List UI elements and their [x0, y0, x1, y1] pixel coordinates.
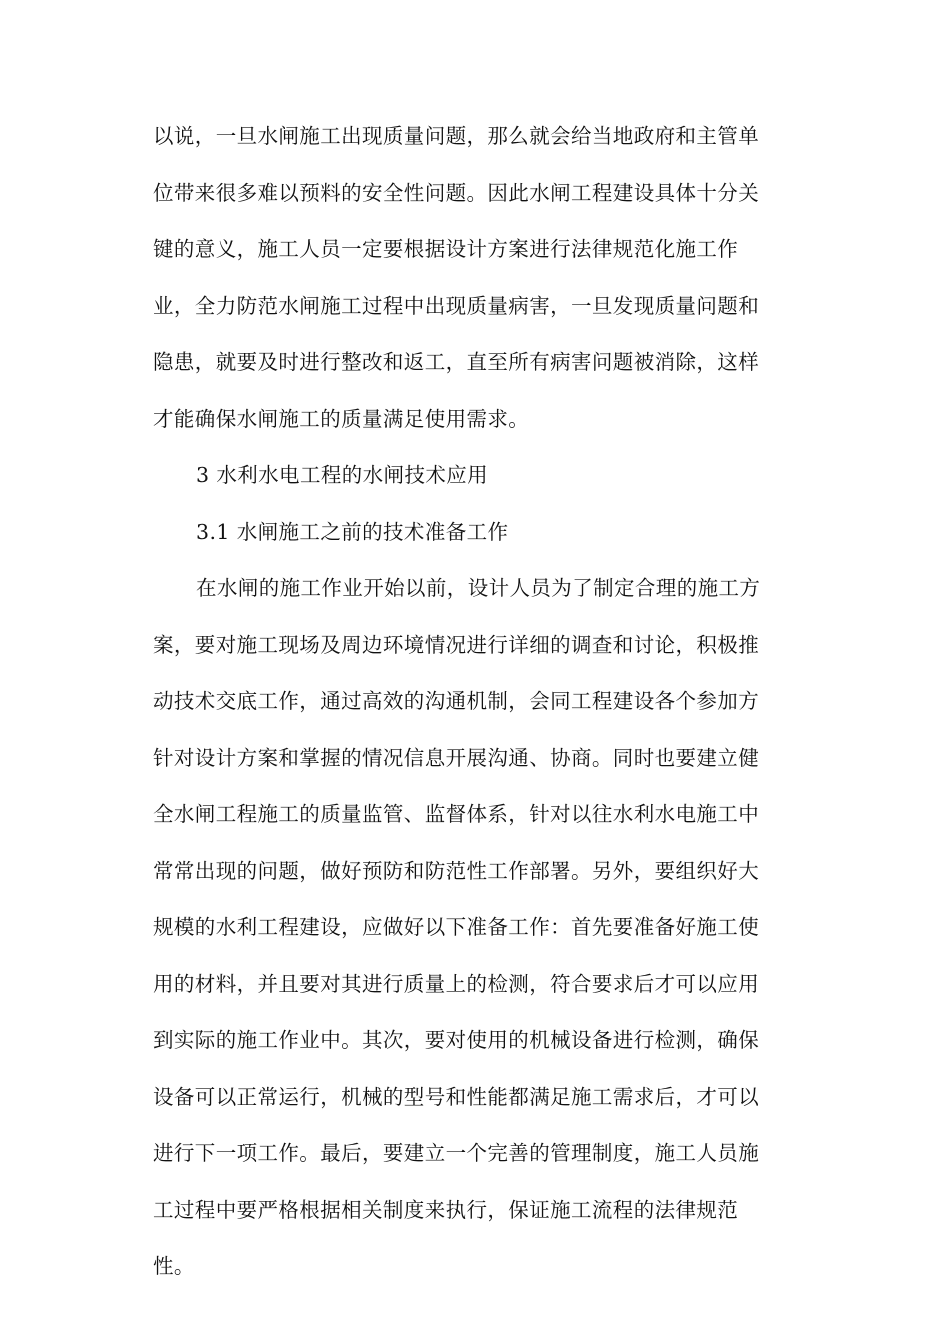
paragraph-body — [153, 560, 803, 1295]
text-line: 常常出现的问题，做好预防和防范性工作部署。另外，要组织好大 — [153, 858, 760, 883]
text-line: 业，全力防范水闸施工过程中出现质量病害，一旦发现质量问题和 — [153, 293, 760, 318]
text-line: 动技术交底工作，通过高效的沟通机制，会同工程建设各个参加方 — [153, 689, 760, 713]
paragraph-continued — [153, 108, 803, 447]
text-line: 隐患，就要及时进行整改和返工，直至所有病害问题被消除，这样 — [153, 350, 760, 374]
text-line: 设备可以正常运行，机械的型号和性能都满足施工需求后，才可以 — [153, 1084, 760, 1109]
text-line: 工过程中要严格根据相关制度来执行，保证施工流程的法律规范 — [153, 1197, 739, 1222]
text-line: 进行下一项工作。最后，要建立一个完善的管理制度，施工人员施 — [153, 1141, 760, 1165]
text-line: 案，要对施工现场及周边环境情况进行详细的调查和讨论，积极推 — [153, 632, 760, 657]
text-line: 针对设计方案和掌握的情况信息开展沟通、协商。同时也要建立健 — [153, 745, 760, 770]
text-line: 到实际的施工作业中。其次，要对使用的机械设备进行检测，确保 — [153, 1028, 760, 1052]
text-line: 全水闸工程施工的质量监管、监督体系，针对以往水利水电施工中 — [153, 802, 760, 826]
text-line: 用的材料，并且要对其进行质量上的检测，符合要求后才可以应用 — [153, 971, 760, 996]
text-line: 性。 — [153, 1254, 195, 1278]
section-heading: 3 水利水电工程的水闸技术应用 — [196, 463, 489, 487]
text-line: 规模的水利工程建设，应做好以下准备工作：首先要准备好施工使 — [153, 915, 760, 939]
subsection-heading: 3.1 水闸施工之前的技术准备工作 — [196, 519, 509, 544]
text-line: 在水闸的施工作业开始以前，设计人员为了制定合理的施工方 — [196, 576, 761, 600]
document-body — [153, 108, 803, 1295]
text-line: 以说，一旦水闸施工出现质量问题，那么就会给当地政府和主管单 — [153, 124, 760, 148]
text-line: 键的意义，施工人员一定要根据设计方案进行法律规范化施工作 — [153, 237, 739, 261]
text-line: 才能确保水闸施工的质量满足使用需求。 — [153, 406, 530, 431]
text-line: 位带来很多难以预料的安全性问题。因此水闸工程建设具体十分关 — [153, 180, 760, 205]
